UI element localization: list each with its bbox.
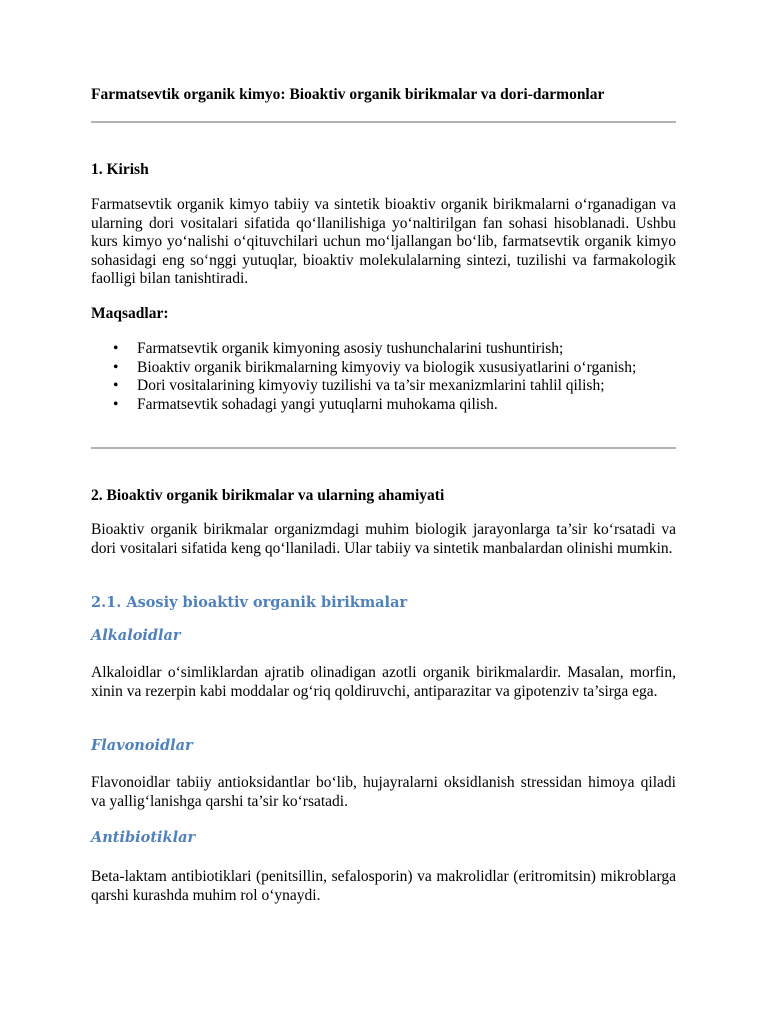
goals-heading: Maqsadlar:: [91, 305, 169, 322]
bullet-icon: •: [113, 395, 119, 413]
goals-list: [91, 340, 676, 414]
bioactive-intro-paragraph: Bioaktiv organik birikmalar organizmdagi muhim biologik jarayonlarga ta’sir ko‘rsatadi va dori vositalari sifatida keng qo‘llaniladi. Ular tabiiy va sintetik manbalardan olinishi mumkin.: [91, 521, 676, 557]
document-title: Farmatsevtik organik kimyo: Bioaktiv organik birikmalar va dori-darmonlar: [91, 86, 605, 103]
list-item: [91, 340, 676, 359]
section-heading-introduction: 1. Kirish: [91, 161, 149, 178]
group-heading-antibiotics: Antibiotiklar: [91, 829, 196, 846]
bullet-icon: •: [113, 358, 119, 376]
list-item: [91, 396, 676, 415]
alkaloids-paragraph: Alkaloidlar o‘simliklardan ajratib olinadigan azotli organik birikmalardir. Masalan, morfin, xinin va rezerpin kabi moddalar og‘riq qoldiruvchi, antiparazitar va gipotenziv ta’sirga ega.: [91, 664, 676, 700]
list-item: [91, 359, 676, 378]
flavonoids-paragraph: Flavonoidlar tabiiy antioksidantlar bo‘lib, hujayralarni oksidlanish stressidan himoya qiladi va yallig‘lanishga qarshi ta’sir ko‘rsatadi.: [91, 774, 676, 810]
horizontal-rule: [91, 121, 676, 123]
bullet-icon: •: [113, 340, 119, 357]
list-item-text: Farmatsevtik sohadagi yangi yutuqlarni muhokama qilish.: [137, 395, 498, 413]
group-heading-alkaloids: Alkaloidlar: [91, 627, 181, 644]
list-item: [91, 377, 676, 396]
bullet-icon: •: [113, 377, 119, 394]
list-item-text: Dori vositalarining kimyoviy tuzilishi va ta’sir mexanizmlarini tahlil qilish;: [137, 377, 605, 394]
list-item-text: Bioaktiv organik birikmalarning kimyoviy va biologik xususiyatlarini o‘rganish;: [137, 358, 637, 376]
section-heading-bioactive: 2. Bioaktiv organik birikmalar va ularning ahamiyati: [91, 487, 445, 504]
horizontal-rule: [91, 447, 676, 449]
introduction-paragraph: Farmatsevtik organik kimyo tabiiy va sintetik bioaktiv organik birikmalarni o‘rganadigan va ularning dori vositalari sifatida qo‘llanilishiga yo‘naltirilgan fan sohasi hisoblanadi. Ushbu kurs kimyo yo‘nalishi o‘qituvchilari uchun mo‘ljallangan bo‘lib, farmatsevtik organik kimyo sohasidagi eng so‘nggi yutuqlar, bioaktiv molekulalarning sintezi, tuzilishi va farmakologik faolligi bilan tanishtiradi.: [91, 196, 676, 287]
subsection-heading: 2.1. Asosiy bioaktiv organik birikmalar: [91, 594, 408, 611]
list-item-text: Farmatsevtik organik kimyoning asosiy tushunchalarini tushuntirish;: [137, 340, 564, 357]
group-heading-flavonoids: Flavonoidlar: [91, 737, 193, 754]
antibiotics-paragraph: Beta-laktam antibiotiklari (penitsillin, sefalosporin) va makrolidlar (eritromitsin) mikroblarga qarshi kurashda muhim rol o‘ynaydi.: [91, 868, 676, 904]
